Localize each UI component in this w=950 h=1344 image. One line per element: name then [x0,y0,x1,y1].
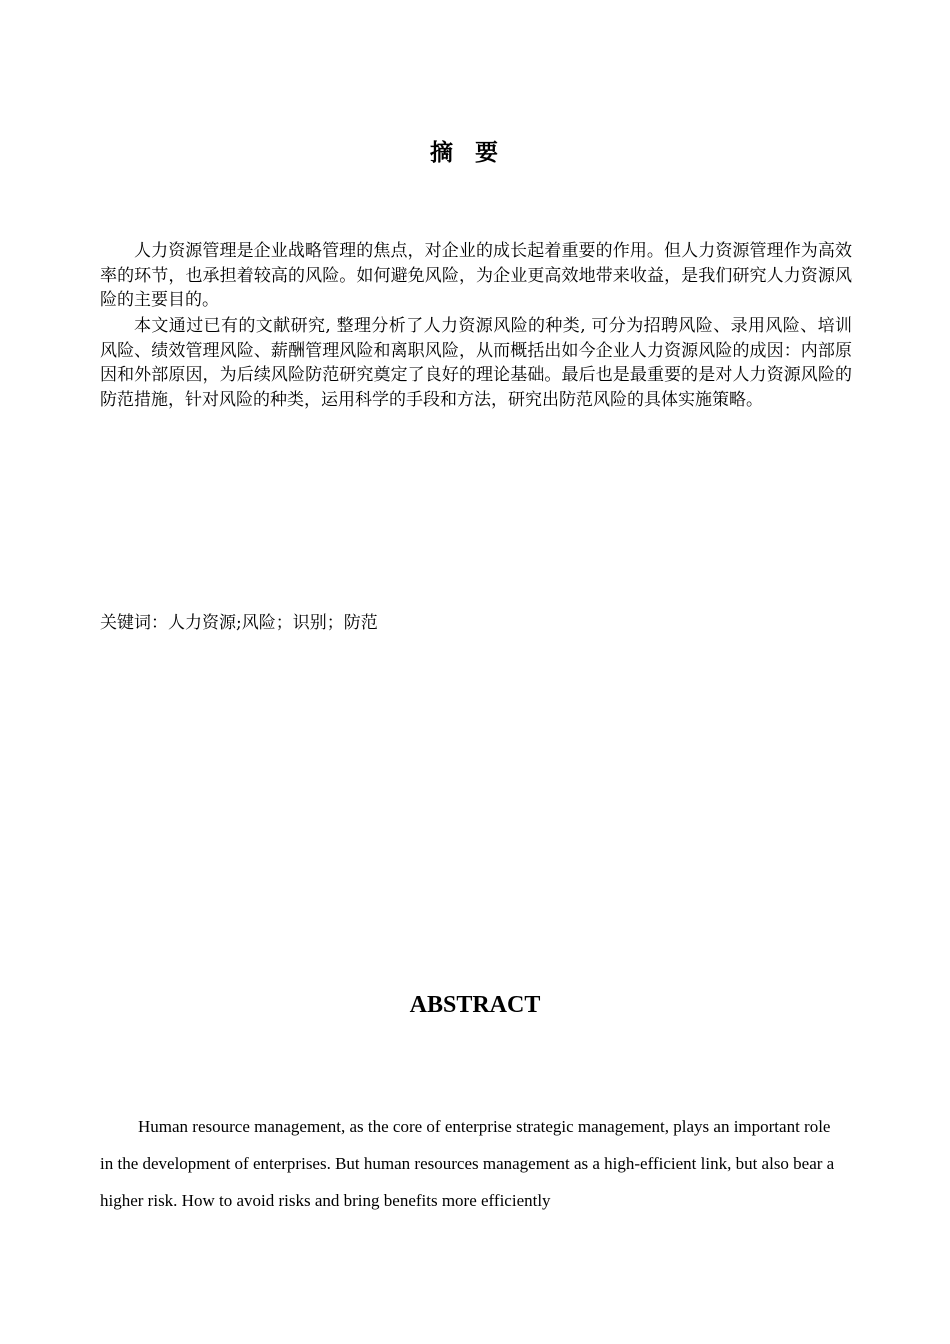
keywords-label: 关键词： [100,613,168,633]
chinese-abstract-title: 摘要 [430,140,520,166]
keywords-text: 人力资源;风险；识别；防范 [168,613,378,633]
english-abstract-paragraph: Human resource management, as the core of enterprise strategic management, plays an important role in the development of enterprises. But human resources management as a high-efficient link, but also bear a higher risk. How to avoid risks and bring benefits more efficiently [100,1117,835,1210]
chinese-abstract-paragraph-1: 人力资源管理是企业战略管理的焦点，对企业的成长起着重要的作用。但人力资源管理作为高效率的环节，也承担着较高的风险。如何避免风险，为企业更高效地带来收益，是我们研究人力资源风险的主要目的。 [100,241,852,311]
chinese-abstract-paragraph-2: 本文通过已有的文献研究, 整理分析了人力资源风险的种类, 可分为招聘风险、录用风险、培训风险、绩效管理风险、薪酬管理风险和离职风险，从而概括出如今企业人力资源风险的成因：内部原因和外部原因，为后续风险防范研究奠定了良好的理论基础。最后也是最重要的是对人力资源风险的防范措施，针对风险的种类，运用科学的手段和方法，研究出防范风险的具体实施策略。 [100,316,852,410]
english-abstract-title: ABSTRACT [409,992,541,1018]
keywords-line [100,611,378,635]
